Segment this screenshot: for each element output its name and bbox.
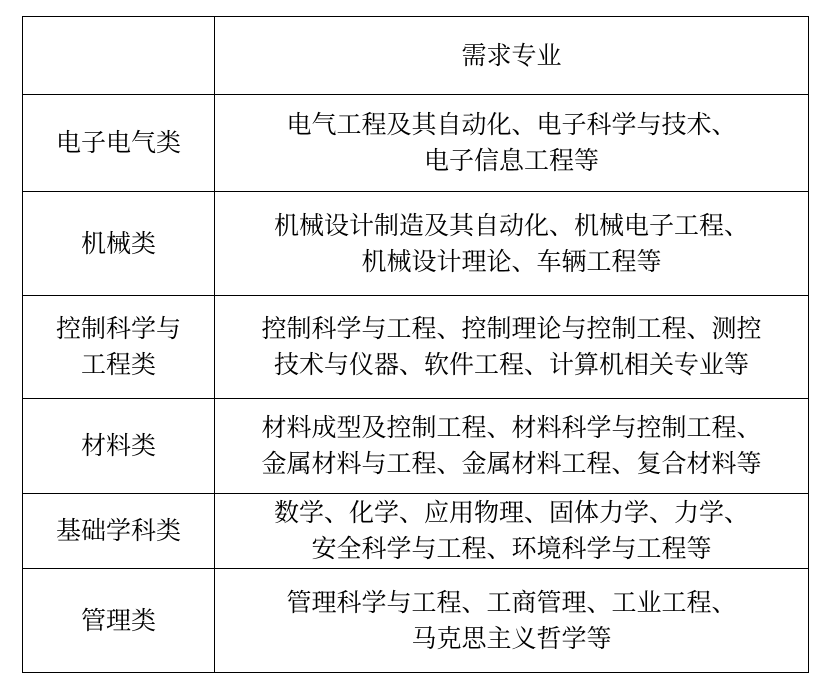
majors-text-line: 马克思主义哲学等 (411, 623, 612, 653)
majors-text-line: 金属材料与工程、金属材料工程、复合材料等 (261, 449, 762, 478)
header-majors-cell: 需求专业 (215, 17, 809, 95)
category-text: 管理类 (80, 605, 156, 635)
category-cell (23, 569, 215, 673)
majors-cell (215, 95, 809, 192)
majors-text-line: 技术与仪器、软件工程、计算机相关专业等 (273, 350, 749, 379)
majors-cell (215, 296, 809, 399)
majors-cell (215, 192, 809, 296)
category-cell (23, 95, 215, 192)
majors-text-line: 安全科学与工程、环境科学与工程等 (311, 534, 712, 563)
category-text: 工程类 (80, 350, 156, 379)
majors-table-container (22, 16, 809, 673)
table-row (23, 95, 809, 192)
category-text: 电子电气类 (55, 128, 181, 157)
category-cell (23, 494, 215, 569)
majors-text-line: 管理科学与工程、工商管理、工业工程、 (286, 587, 737, 617)
table-header-row (23, 17, 809, 95)
table-row (23, 296, 809, 399)
table-row (23, 399, 809, 494)
majors-text-line: 数学、化学、应用物理、固体力学、力学、 (273, 498, 749, 527)
majors-text-line: 机械设计制造及其自动化、机械电子工程、 (273, 210, 749, 240)
majors-text-line: 电气工程及其自动化、电子科学与技术、 (286, 110, 737, 139)
table-row (23, 569, 809, 673)
table-row (23, 192, 809, 296)
majors-text-line: 控制科学与工程、控制理论与控制工程、测控 (261, 314, 762, 343)
category-text: 机械类 (80, 228, 156, 258)
category-cell (23, 296, 215, 399)
majors-text-line: 机械设计理论、车辆工程等 (361, 246, 662, 276)
category-text: 材料类 (80, 431, 156, 460)
header-category-cell (23, 17, 215, 95)
majors-cell (215, 399, 809, 494)
category-cell (23, 192, 215, 296)
category-cell (23, 399, 215, 494)
majors-text-line: 电子信息工程等 (423, 146, 599, 175)
majors-cell (215, 569, 809, 673)
table-row (23, 494, 809, 569)
majors-cell (215, 494, 809, 569)
category-text: 基础学科类 (55, 516, 181, 545)
majors-text-line: 材料成型及控制工程、材料科学与控制工程、 (261, 413, 762, 442)
majors-table (22, 16, 809, 673)
category-text: 控制科学与 (55, 314, 181, 343)
